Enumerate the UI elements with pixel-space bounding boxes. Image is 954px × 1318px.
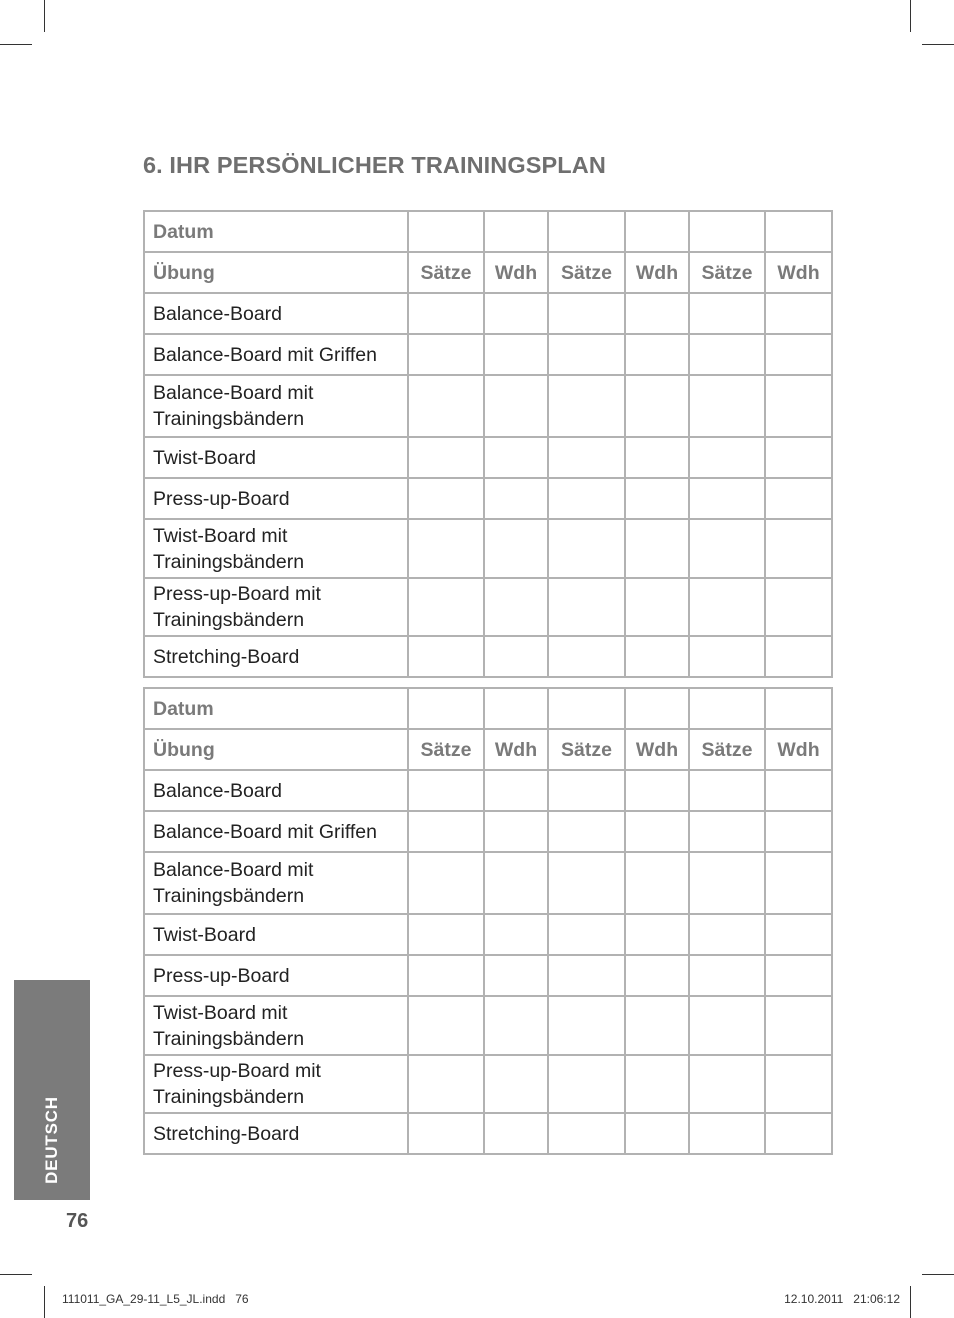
entry-cell[interactable]	[689, 519, 765, 578]
entry-cell[interactable]	[484, 914, 548, 955]
table-row	[144, 852, 832, 914]
date-row	[144, 688, 832, 729]
entry-cell[interactable]	[408, 293, 484, 334]
entry-cell[interactable]	[689, 437, 765, 478]
entry-cell[interactable]	[484, 519, 548, 578]
slug-timestamp: 12.10.2011 21:06:12	[784, 1292, 900, 1306]
entry-cell[interactable]	[548, 334, 625, 375]
entry-cell[interactable]	[484, 811, 548, 852]
entry-cell[interactable]	[408, 955, 484, 996]
entry-cell[interactable]	[484, 578, 548, 636]
entry-cell[interactable]	[625, 811, 689, 852]
crop-mark	[44, 0, 45, 32]
column-header: Sätze	[689, 729, 765, 770]
entry-cell[interactable]	[689, 770, 765, 811]
crop-mark	[44, 1286, 45, 1318]
table-row	[144, 811, 832, 852]
table-row	[144, 334, 832, 375]
page-number: 76	[66, 1210, 89, 1232]
entry-cell[interactable]	[625, 996, 689, 1055]
entry-cell[interactable]	[625, 578, 689, 636]
entry-cell[interactable]	[625, 1055, 689, 1113]
crop-mark	[922, 1274, 954, 1275]
exercise-header: Übung	[144, 729, 408, 770]
entry-cell[interactable]	[408, 437, 484, 478]
table-row	[144, 955, 832, 996]
entry-cell[interactable]	[765, 437, 832, 478]
column-header: Sätze	[548, 729, 625, 770]
entry-cell[interactable]	[408, 914, 484, 955]
entry-cell[interactable]	[548, 519, 625, 578]
entry-cell[interactable]	[548, 1113, 625, 1154]
entry-cell[interactable]	[765, 375, 832, 437]
entry-cell[interactable]	[625, 955, 689, 996]
entry-cell[interactable]	[765, 636, 832, 677]
exercise-name: Balance-Board mit Trainingsbändern	[144, 852, 408, 914]
entry-cell[interactable]	[408, 578, 484, 636]
column-header: Wdh	[765, 729, 832, 770]
entry-cell[interactable]	[689, 996, 765, 1055]
entry-cell[interactable]	[625, 437, 689, 478]
entry-cell[interactable]	[625, 519, 689, 578]
table-row	[144, 437, 832, 478]
entry-cell[interactable]	[484, 1055, 548, 1113]
entry-cell[interactable]	[689, 375, 765, 437]
entry-cell[interactable]	[548, 996, 625, 1055]
entry-cell[interactable]	[484, 996, 548, 1055]
header-row	[144, 252, 832, 293]
entry-cell[interactable]	[689, 478, 765, 519]
entry-cell[interactable]	[625, 852, 689, 914]
entry-cell[interactable]	[765, 334, 832, 375]
date-cell[interactable]	[484, 211, 548, 252]
entry-cell[interactable]	[689, 334, 765, 375]
entry-cell[interactable]	[689, 955, 765, 996]
table-row	[144, 578, 832, 636]
column-header: Wdh	[625, 252, 689, 293]
column-header: Sätze	[408, 252, 484, 293]
entry-cell[interactable]	[689, 578, 765, 636]
entry-cell[interactable]	[484, 478, 548, 519]
entry-cell[interactable]	[408, 519, 484, 578]
column-header: Sätze	[548, 252, 625, 293]
entry-cell[interactable]	[484, 1113, 548, 1154]
entry-cell[interactable]	[408, 334, 484, 375]
entry-cell[interactable]	[408, 811, 484, 852]
entry-cell[interactable]	[548, 293, 625, 334]
entry-cell[interactable]	[765, 955, 832, 996]
date-row	[144, 211, 832, 252]
table-row	[144, 636, 832, 677]
entry-cell[interactable]	[408, 852, 484, 914]
entry-cell[interactable]	[548, 437, 625, 478]
column-header: Sätze	[689, 252, 765, 293]
table-row	[144, 770, 832, 811]
entry-cell[interactable]	[625, 375, 689, 437]
date-cell[interactable]	[689, 211, 765, 252]
exercise-name: Twist-Board mit Trainingsbändern	[144, 519, 408, 578]
entry-cell[interactable]	[484, 437, 548, 478]
side-tab-label: DEUTSCH	[42, 1096, 61, 1184]
exercise-name: Press-up-Board mit Trainingsbändern	[144, 1055, 408, 1113]
entry-cell[interactable]	[408, 770, 484, 811]
date-cell[interactable]	[548, 688, 625, 729]
entry-cell[interactable]	[689, 293, 765, 334]
entry-cell[interactable]	[548, 811, 625, 852]
entry-cell[interactable]	[484, 375, 548, 437]
entry-cell[interactable]	[765, 293, 832, 334]
date-cell[interactable]	[765, 211, 832, 252]
crop-mark	[910, 1286, 911, 1318]
entry-cell[interactable]	[625, 293, 689, 334]
entry-cell[interactable]	[689, 914, 765, 955]
entry-cell[interactable]	[548, 914, 625, 955]
crop-mark	[0, 1274, 32, 1275]
column-header: Wdh	[484, 252, 548, 293]
entry-cell[interactable]	[548, 955, 625, 996]
entry-cell[interactable]	[484, 334, 548, 375]
exercise-name: Stretching-Board	[144, 636, 408, 677]
entry-cell[interactable]	[689, 636, 765, 677]
date-cell[interactable]	[548, 211, 625, 252]
entry-cell[interactable]	[548, 852, 625, 914]
column-header: Sätze	[408, 729, 484, 770]
date-cell[interactable]	[765, 688, 832, 729]
column-header: Wdh	[484, 729, 548, 770]
entry-cell[interactable]	[408, 478, 484, 519]
entry-cell[interactable]	[484, 293, 548, 334]
exercise-name: Press-up-Board	[144, 478, 408, 519]
table-row	[144, 1055, 832, 1113]
entry-cell[interactable]	[408, 1055, 484, 1113]
entry-cell[interactable]	[548, 478, 625, 519]
exercise-name: Balance-Board mit Trainingsbändern	[144, 375, 408, 437]
entry-cell[interactable]	[765, 811, 832, 852]
exercise-name: Stretching-Board	[144, 1113, 408, 1154]
entry-cell[interactable]	[548, 636, 625, 677]
table-row	[144, 996, 832, 1055]
table-row	[144, 375, 832, 437]
exercise-name: Twist-Board	[144, 437, 408, 478]
exercise-name: Twist-Board	[144, 914, 408, 955]
entry-cell[interactable]	[548, 578, 625, 636]
exercise-name: Press-up-Board	[144, 955, 408, 996]
entry-cell[interactable]	[625, 478, 689, 519]
entry-cell[interactable]	[689, 1055, 765, 1113]
entry-cell[interactable]	[625, 334, 689, 375]
entry-cell[interactable]	[689, 811, 765, 852]
entry-cell[interactable]	[625, 636, 689, 677]
crop-mark	[910, 0, 911, 32]
language-side-tab	[14, 980, 90, 1200]
entry-cell[interactable]	[765, 519, 832, 578]
entry-cell[interactable]	[689, 852, 765, 914]
table-row	[144, 914, 832, 955]
entry-cell[interactable]	[765, 996, 832, 1055]
table-row	[144, 519, 832, 578]
column-header: Wdh	[765, 252, 832, 293]
entry-cell[interactable]	[689, 1113, 765, 1154]
exercise-header: Übung	[144, 252, 408, 293]
table-row	[144, 1113, 832, 1154]
entry-cell[interactable]	[484, 770, 548, 811]
date-label: Datum	[144, 688, 408, 729]
date-cell[interactable]	[408, 688, 484, 729]
date-cell[interactable]	[484, 688, 548, 729]
entry-cell[interactable]	[484, 955, 548, 996]
exercise-name: Balance-Board mit Griffen	[144, 811, 408, 852]
date-label: Datum	[144, 211, 408, 252]
table-row	[144, 478, 832, 519]
entry-cell[interactable]	[548, 770, 625, 811]
header-row	[144, 729, 832, 770]
exercise-name: Balance-Board	[144, 770, 408, 811]
page-title: 6. IHR PERSÖNLICHER TRAININGSPLAN	[143, 152, 606, 178]
crop-mark	[0, 44, 32, 45]
table-row	[144, 293, 832, 334]
entry-cell[interactable]	[765, 1055, 832, 1113]
entry-cell[interactable]	[408, 996, 484, 1055]
exercise-name: Balance-Board mit Griffen	[144, 334, 408, 375]
date-cell[interactable]	[408, 211, 484, 252]
date-cell[interactable]	[689, 688, 765, 729]
column-header: Wdh	[625, 729, 689, 770]
entry-cell[interactable]	[765, 914, 832, 955]
entry-cell[interactable]	[765, 1113, 832, 1154]
entry-cell[interactable]	[408, 636, 484, 677]
entry-cell[interactable]	[408, 375, 484, 437]
exercise-name: Press-up-Board mit Trainingsbändern	[144, 578, 408, 636]
entry-cell[interactable]	[408, 1113, 484, 1154]
entry-cell[interactable]	[625, 770, 689, 811]
entry-cell[interactable]	[484, 852, 548, 914]
training-plan-table-1	[143, 210, 833, 678]
slug-filename: 111011_GA_29-11_L5_JL.indd 76	[62, 1292, 249, 1306]
entry-cell[interactable]	[765, 852, 832, 914]
exercise-name: Balance-Board	[144, 293, 408, 334]
entry-cell[interactable]	[625, 914, 689, 955]
date-cell[interactable]	[625, 211, 689, 252]
entry-cell[interactable]	[548, 1055, 625, 1113]
exercise-name: Twist-Board mit Trainingsbändern	[144, 996, 408, 1055]
crop-mark	[922, 44, 954, 45]
entry-cell[interactable]	[484, 636, 548, 677]
entry-cell[interactable]	[765, 770, 832, 811]
entry-cell[interactable]	[548, 375, 625, 437]
date-cell[interactable]	[625, 688, 689, 729]
entry-cell[interactable]	[625, 1113, 689, 1154]
entry-cell[interactable]	[765, 578, 832, 636]
entry-cell[interactable]	[765, 478, 832, 519]
training-plan-table-2	[143, 687, 833, 1155]
